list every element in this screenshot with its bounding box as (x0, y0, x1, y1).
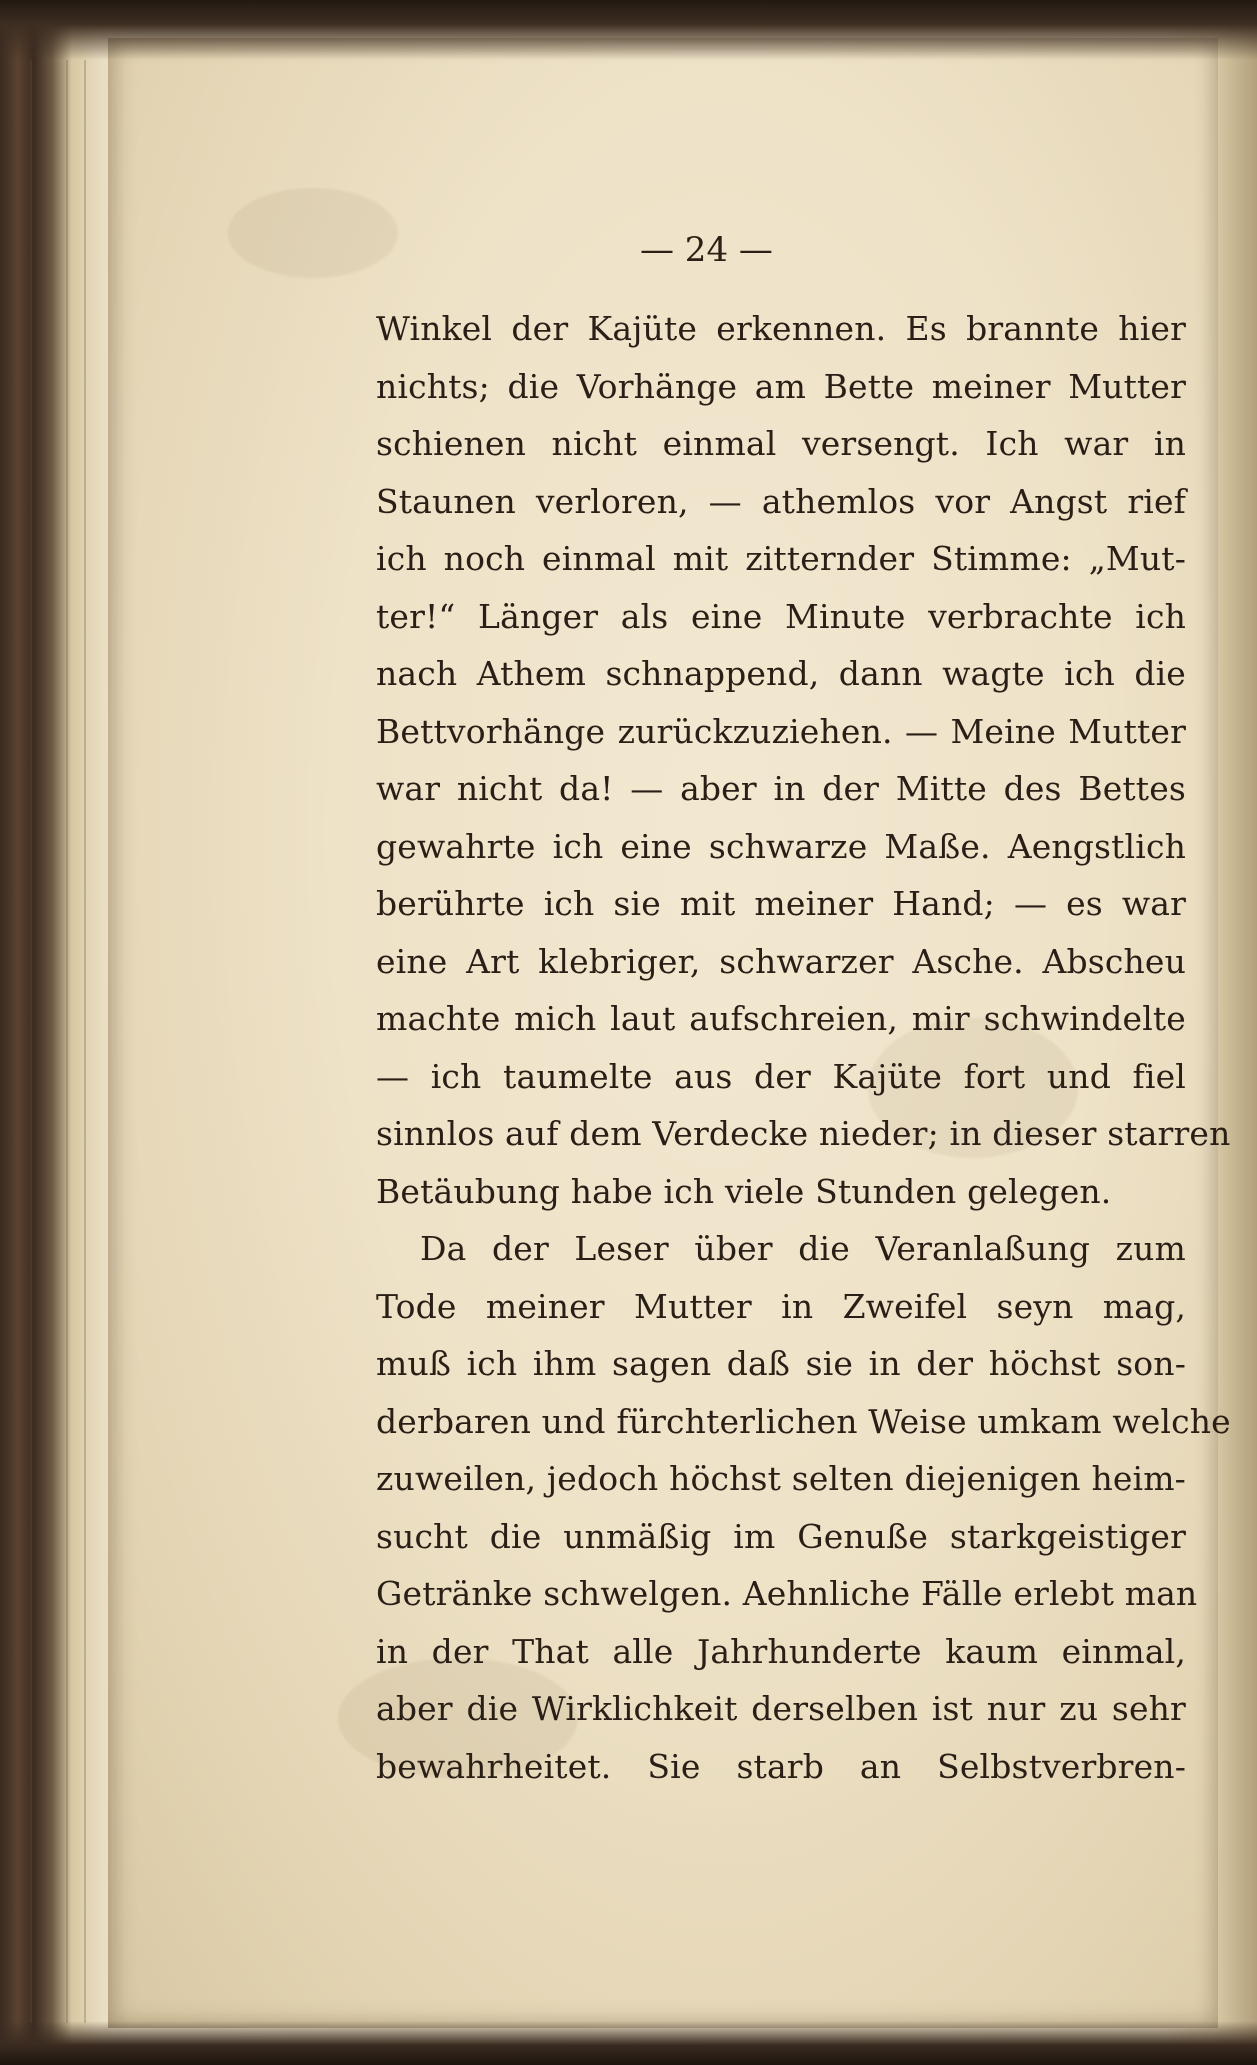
text-line: muß ich ihm sagen daß sie in der höchst son- (376, 1344, 1186, 1383)
text-line: nichts; die Vorhänge am Bette meiner Mutter (376, 366, 1186, 406)
text-line: Getränke schwelgen. Aehnliche Fälle erlebt man (376, 1574, 1198, 1613)
body-text (376, 300, 1231, 1795)
page-edge-line (48, 60, 50, 2023)
text-line: sucht die unmäßig im Genuße starkgeistiger (376, 1516, 1186, 1556)
text-line: Staunen verloren, — athemlos vor Angst rief (376, 481, 1186, 521)
text-line: war nicht da! — aber in der Mitte des Bettes (376, 769, 1186, 808)
text-line: Winkel der Kajüte erkennen. Es brannte hier (376, 309, 1186, 348)
text-line: berührte ich sie mit meiner Hand; — es war (376, 884, 1186, 923)
text-line: Betäubung habe ich viele Stunden gelegen. (376, 1171, 1112, 1211)
text-line: machte mich laut aufschreien, mir schwindelte (376, 999, 1186, 1038)
page-number: — 24 — (640, 230, 773, 270)
text-line: Da der Leser über die Veranlaßung zum (420, 1229, 1186, 1268)
page-edge-line (84, 60, 86, 2023)
top-shadow (0, 0, 1257, 60)
text-line: aber die Wirklichkeit derselben ist nur zu sehr (376, 1689, 1186, 1728)
text-line: schienen nicht einmal versengt. Ich war in (376, 424, 1186, 463)
paper-stain (228, 188, 398, 278)
text-line: nach Athem schnappend, dann wagte ich die (376, 654, 1186, 693)
text-line: in der That alle Jahrhunderte kaum einmal, (376, 1631, 1186, 1671)
text-line: bewahrheitet. Sie starb an Selbstverbren- (376, 1746, 1186, 1786)
text-line: Tode meiner Mutter in Zweifel seyn mag, (376, 1286, 1186, 1326)
text-line: derbaren und fürchterlichen Weise umkam welche (376, 1401, 1231, 1441)
text-line: Bettvorhänge zurückzuziehen. — Meine Mutter (376, 711, 1186, 751)
text-line: zuweilen, jedoch höchst selten diejenigen heim- (376, 1459, 1186, 1498)
text-line: gewahrte ich eine schwarze Maße. Aengstlich (376, 826, 1186, 866)
text-line: ich noch einmal mit zitternder Stimme: „Mut- (376, 539, 1186, 578)
text-line: — ich taumelte aus der Kajüte fort und fiel (376, 1056, 1186, 1096)
text-line: eine Art klebriger, schwarzer Asche. Abscheu (376, 941, 1186, 981)
bottom-shadow (0, 2021, 1257, 2065)
page-edge-line (30, 60, 32, 2023)
text-line: ter!“ Länger als eine Minute verbrachte ich (376, 596, 1186, 636)
text-line: sinnlos auf dem Verdecke nieder; in dieser starren (376, 1114, 1231, 1153)
page-edge-line (66, 60, 68, 2023)
